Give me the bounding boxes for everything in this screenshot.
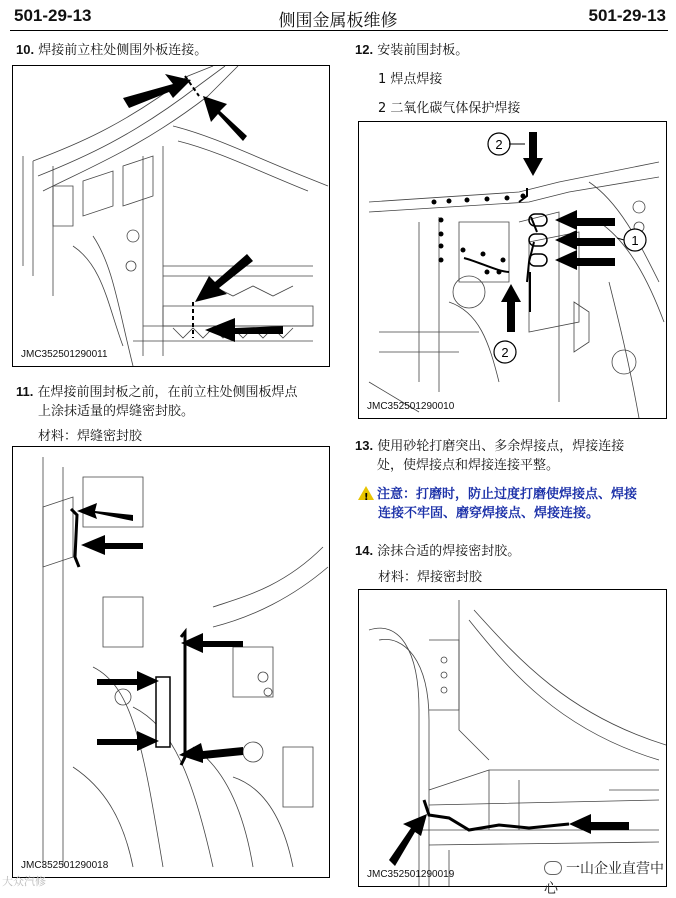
watermark-left: 大众汽修	[2, 875, 46, 888]
figure-3-callout-1: 1	[631, 233, 639, 248]
section-code-right: 501-29-13	[588, 6, 666, 25]
page-header	[0, 0, 676, 34]
step-12-item-2: 2 二氧化碳气体保护焊接	[378, 101, 521, 116]
figure-1-id: JMC352501290011	[21, 349, 108, 360]
figure-4	[358, 589, 667, 887]
step-11-material: 材料：焊缝密封胶	[38, 429, 143, 444]
page-title: 侧围金属板维修	[278, 11, 398, 31]
caution-note: ! 注意：打磨时，防止过度打磨使焊接点、焊接 连接不牢固、磨穿焊接点、焊接连接。	[358, 485, 637, 523]
step-11: 11. 在焊接前围封板之前，在前立柱处侧围板焊点 上涂抹适量的焊缝密封胶。	[16, 384, 298, 419]
header-rule	[10, 30, 668, 31]
section-code-left: 501-29-13	[14, 6, 92, 25]
figure-3-callout-2b: 2	[501, 345, 509, 360]
figure-3-callout-2a: 2	[495, 137, 503, 152]
watermark-text: 一山企业直营中心	[544, 861, 664, 897]
figure-4-drawing	[359, 590, 666, 886]
step-13: 13. 使用砂轮打磨突出、多余焊接点，焊接连接 处，使焊接点和焊接连接平整。	[355, 438, 625, 473]
step-10: 10. 焊接前立柱处侧围外板连接。	[16, 42, 208, 58]
figure-3	[358, 121, 667, 419]
step-14-material: 材料：焊接密封胶	[378, 570, 483, 585]
step-14: 14. 涂抹合适的焊接密封胶。	[355, 543, 521, 559]
figure-2-id: JMC352501290018	[21, 860, 109, 871]
figure-3-id: JMC352501290010	[367, 401, 455, 412]
step-12-item-1: 1 焊点焊接	[378, 72, 443, 87]
wechat-icon	[544, 861, 562, 875]
step-12: 12. 安装前围封板。	[355, 42, 469, 58]
warning-icon: !	[358, 486, 374, 500]
figure-2-drawing	[13, 447, 329, 877]
figure-4-id: JMC352501290019	[367, 869, 455, 880]
figure-1	[12, 65, 330, 367]
figure-3-drawing	[359, 122, 666, 418]
figure-1-drawing	[13, 66, 329, 366]
figure-2	[12, 446, 330, 878]
